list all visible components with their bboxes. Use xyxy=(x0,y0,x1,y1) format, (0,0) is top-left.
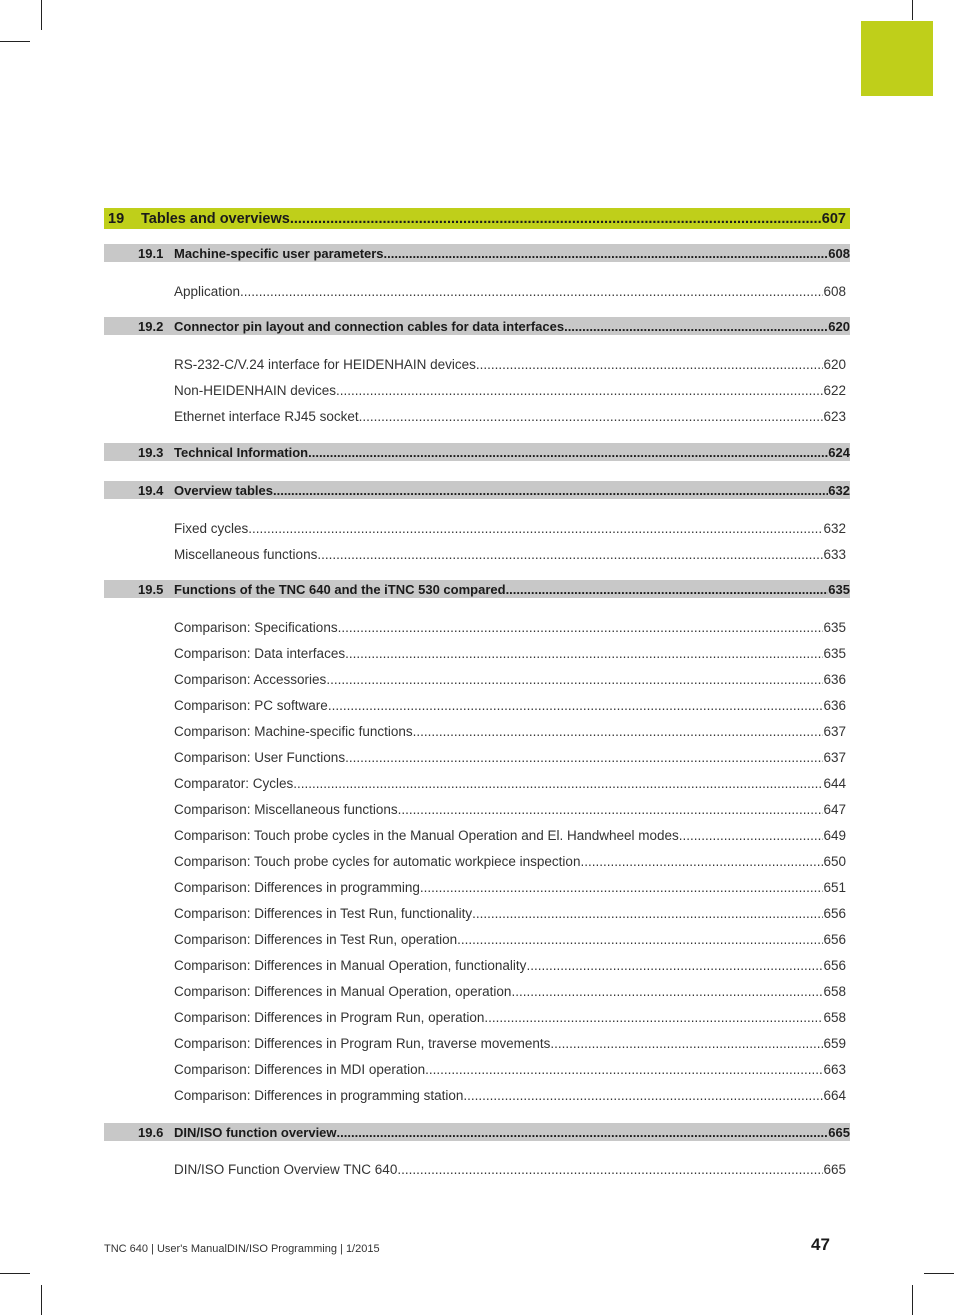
leader-dots xyxy=(413,724,824,739)
crop-mark xyxy=(924,1273,954,1274)
entry-title: Fixed cycles xyxy=(174,520,249,536)
section-row[interactable] xyxy=(104,244,850,262)
section-page: 608 xyxy=(828,245,850,261)
section-page: 635 xyxy=(828,581,850,597)
leader-dots xyxy=(397,1162,823,1177)
leader-dots xyxy=(550,1036,823,1051)
leader-dots xyxy=(337,1125,829,1140)
entry-row[interactable] xyxy=(104,721,850,741)
entry-row[interactable] xyxy=(104,773,850,793)
section-page: 620 xyxy=(828,318,850,334)
section-title: Technical Information xyxy=(174,444,309,460)
section-page: 624 xyxy=(828,444,850,460)
entry-row[interactable] xyxy=(104,643,850,663)
leader-dots xyxy=(463,1088,823,1103)
section-page: 632 xyxy=(828,482,850,498)
section-number: 19.5 xyxy=(138,581,164,597)
section-row[interactable] xyxy=(104,1123,850,1141)
section-number: 19.3 xyxy=(138,444,164,460)
leader-dots xyxy=(248,521,823,536)
leader-dots xyxy=(564,319,828,334)
leader-dots xyxy=(420,880,824,895)
entry-title: Comparison: User Functions xyxy=(174,749,346,765)
entry-page: 635 xyxy=(823,645,846,661)
footer-text: TNC 640 | User's ManualDIN/ISO Programming | 1/2015 xyxy=(104,1243,380,1255)
section-title: Machine-specific user parameters xyxy=(174,245,384,261)
entry-title: Comparison: Differences in Manual Operation, operation xyxy=(174,983,512,999)
entry-title: Comparison: Differences in Program Run, traverse movements xyxy=(174,1035,551,1051)
entry-page: 644 xyxy=(823,775,846,791)
entry-title: Comparison: Miscellaneous functions xyxy=(174,801,398,817)
entry-page: 636 xyxy=(823,697,846,713)
section-number: 19.4 xyxy=(138,482,164,498)
section-row[interactable] xyxy=(104,317,850,335)
leader-dots xyxy=(240,284,823,299)
crop-mark xyxy=(0,1273,30,1274)
entry-page: 649 xyxy=(823,827,846,843)
entry-page: 637 xyxy=(823,749,846,765)
entry-page: 647 xyxy=(823,801,846,817)
entry-title: Comparison: Touch probe cycles for automatic workpiece inspection xyxy=(174,853,581,869)
leader-dots xyxy=(273,483,828,498)
leader-dots xyxy=(398,802,824,817)
leader-dots xyxy=(293,776,823,791)
section-title: Connector pin layout and connection cables for data interfaces xyxy=(174,318,565,334)
entry-page: 636 xyxy=(823,671,846,687)
entry-row[interactable] xyxy=(104,406,850,426)
entry-page: 656 xyxy=(823,931,846,947)
section-number: 19.2 xyxy=(138,318,164,334)
entry-row[interactable] xyxy=(104,281,850,301)
entry-row[interactable] xyxy=(104,955,850,975)
leader-dots xyxy=(580,854,823,869)
chapter-number: 19 xyxy=(108,210,125,227)
entry-title: Comparison: Differences in Test Run, functionality xyxy=(174,905,473,921)
leader-dots xyxy=(472,906,823,921)
leader-dots xyxy=(326,672,823,687)
entry-page: 656 xyxy=(823,905,846,921)
entry-page: 658 xyxy=(823,983,846,999)
leader-dots xyxy=(511,984,823,999)
entry-row[interactable] xyxy=(104,1059,850,1079)
leader-dots xyxy=(345,646,823,661)
entry-row[interactable] xyxy=(104,1159,850,1179)
crop-mark xyxy=(41,0,42,30)
leader-dots xyxy=(476,357,824,372)
chapter-page: 607 xyxy=(821,210,846,227)
leader-dots xyxy=(338,620,824,635)
leader-dots xyxy=(359,409,824,424)
entry-title: Comparison: Accessories xyxy=(174,671,327,687)
entry-page: 659 xyxy=(823,1035,846,1051)
chapter-title: Tables and overviews xyxy=(141,210,290,227)
section-row[interactable] xyxy=(104,481,850,499)
section-title: DIN/ISO function overview xyxy=(174,1124,337,1140)
entry-title: Comparison: Differences in Manual Operation, functionality xyxy=(174,957,527,973)
entry-row[interactable] xyxy=(104,617,850,637)
entry-row[interactable] xyxy=(104,1033,850,1053)
leader-dots xyxy=(484,1010,823,1025)
entry-title: Comparison: Touch probe cycles in the Manual Operation and El. Handwheel modes xyxy=(174,827,679,843)
entry-title: RS-232-C/V.24 interface for HEIDENHAIN devices xyxy=(174,356,476,372)
section-number: 19.1 xyxy=(138,245,164,261)
entry-row[interactable] xyxy=(104,981,850,1001)
chapter-tab xyxy=(861,21,933,96)
entry-page: 622 xyxy=(823,382,846,398)
entry-row[interactable] xyxy=(104,1007,850,1027)
leader-dots xyxy=(506,582,829,597)
entry-page: 658 xyxy=(823,1009,846,1025)
page-number: 47 xyxy=(811,1235,830,1254)
leader-dots xyxy=(526,958,823,973)
entry-page: 650 xyxy=(823,853,846,869)
entry-row[interactable] xyxy=(104,825,850,845)
entry-row[interactable] xyxy=(104,354,850,374)
leader-dots xyxy=(425,1062,823,1077)
entry-row[interactable] xyxy=(104,380,850,400)
entry-title: Comparison: Specifications xyxy=(174,619,338,635)
entry-row[interactable] xyxy=(104,929,850,949)
crop-mark xyxy=(912,0,913,20)
leader-dots xyxy=(290,211,822,227)
entry-page: 608 xyxy=(823,283,846,299)
section-row[interactable] xyxy=(104,580,850,598)
entry-row[interactable] xyxy=(104,1085,850,1105)
entry-page: 665 xyxy=(823,1161,846,1177)
entry-title: Comparison: Differences in MDI operation xyxy=(174,1061,426,1077)
entry-page: 651 xyxy=(823,879,846,895)
entry-title: Miscellaneous functions xyxy=(174,546,318,562)
crop-mark xyxy=(41,1285,42,1315)
chapter-row[interactable] xyxy=(104,208,850,229)
entry-title: Comparison: Differences in Program Run, operation xyxy=(174,1009,485,1025)
entry-row[interactable] xyxy=(104,851,850,871)
entry-page: 663 xyxy=(823,1061,846,1077)
entry-row[interactable] xyxy=(104,877,850,897)
entry-title: Application xyxy=(174,283,241,299)
entry-page: 620 xyxy=(823,356,846,372)
leader-dots xyxy=(328,698,824,713)
entry-row[interactable] xyxy=(104,518,850,538)
section-number: 19.6 xyxy=(138,1124,164,1140)
entry-title: Comparison: Data interfaces xyxy=(174,645,346,661)
entry-row[interactable] xyxy=(104,903,850,923)
entry-page: 635 xyxy=(823,619,846,635)
leader-dots xyxy=(345,750,823,765)
entry-title: Non-HEIDENHAIN devices xyxy=(174,382,337,398)
leader-dots xyxy=(317,547,823,562)
entry-row[interactable] xyxy=(104,799,850,819)
section-page: 665 xyxy=(828,1124,850,1140)
leader-dots xyxy=(679,828,824,843)
entry-page: 632 xyxy=(823,520,846,536)
section-title: Overview tables xyxy=(174,482,273,498)
crop-mark xyxy=(0,41,30,42)
entry-title: Comparator: Cycles xyxy=(174,775,294,791)
entry-page: 664 xyxy=(823,1087,846,1103)
entry-title: Comparison: Differences in programming station xyxy=(174,1087,464,1103)
section-title: Functions of the TNC 640 and the iTNC 530 compared xyxy=(174,581,506,597)
entry-page: 623 xyxy=(823,408,846,424)
entry-page: 656 xyxy=(823,957,846,973)
leader-dots xyxy=(457,932,823,947)
leader-dots xyxy=(384,246,829,261)
leader-dots xyxy=(308,445,828,460)
entry-title: Comparison: Differences in Test Run, operation xyxy=(174,931,458,947)
entry-page: 637 xyxy=(823,723,846,739)
entry-title: DIN/ISO Function Overview TNC 640 xyxy=(174,1161,398,1177)
entry-page: 633 xyxy=(823,546,846,562)
entry-title: Ethernet interface RJ45 socket xyxy=(174,408,359,424)
entry-title: Comparison: Differences in programming xyxy=(174,879,420,895)
entry-title: Comparison: Machine-specific functions xyxy=(174,723,413,739)
section-row[interactable] xyxy=(104,443,850,461)
crop-mark xyxy=(912,1285,913,1315)
entry-row[interactable] xyxy=(104,695,850,715)
entry-row[interactable] xyxy=(104,669,850,689)
leader-dots xyxy=(336,383,823,398)
entry-title: Comparison: PC software xyxy=(174,697,328,713)
entry-row[interactable] xyxy=(104,747,850,767)
entry-row[interactable] xyxy=(104,544,850,564)
